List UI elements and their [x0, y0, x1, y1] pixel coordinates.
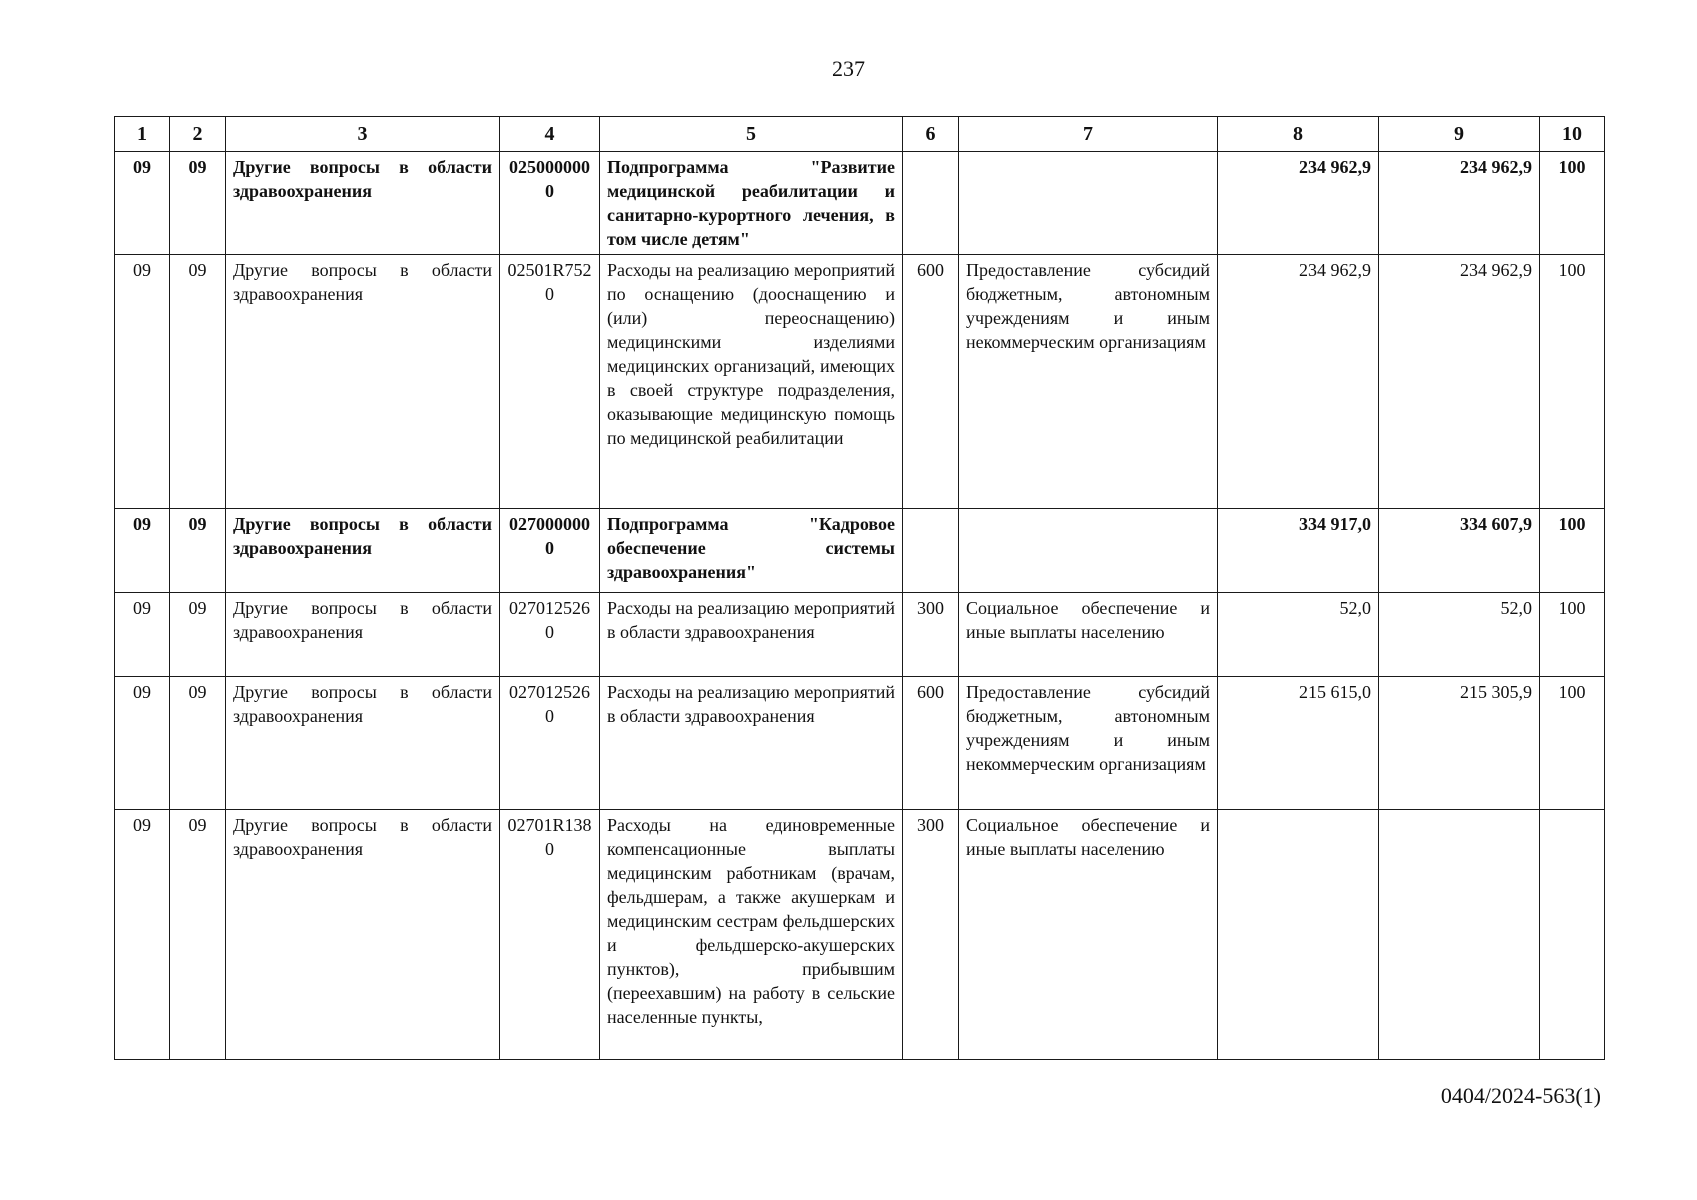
- column-header: 1: [115, 117, 170, 152]
- planned-amount: [1218, 810, 1379, 1060]
- target-article-code: 0270000000: [500, 509, 600, 593]
- table-row: [115, 677, 1605, 810]
- expense-type-name: Предоставление субсидий бюджетным, автономным учреждениям и иным некоммерческим организациям: [959, 255, 1218, 509]
- column-header: 9: [1379, 117, 1540, 152]
- expense-type-name: [959, 509, 1218, 593]
- section-code: 09: [115, 152, 170, 255]
- table-row: [115, 810, 1605, 1060]
- article-name: Расходы на реализацию мероприятий в области здравоохранения: [600, 593, 903, 677]
- target-article-code: 02701R1380: [500, 810, 600, 1060]
- executed-amount: 234 962,9: [1379, 255, 1540, 509]
- expense-type-code: 300: [903, 810, 959, 1060]
- execution-percent: 100: [1540, 677, 1605, 810]
- column-header: 10: [1540, 117, 1605, 152]
- target-article-code: 0270125260: [500, 677, 600, 810]
- section-code: 09: [115, 810, 170, 1060]
- target-article-code: 02501R7520: [500, 255, 600, 509]
- executed-amount: 234 962,9: [1379, 152, 1540, 255]
- executed-amount: 334 607,9: [1379, 509, 1540, 593]
- subsection-code: 09: [170, 810, 226, 1060]
- execution-percent: [1540, 810, 1605, 1060]
- expense-type-name: Социальное обеспечение и иные выплаты населению: [959, 810, 1218, 1060]
- article-name: Расходы на реализацию мероприятий в области здравоохранения: [600, 677, 903, 810]
- article-name: Подпрограмма "Кадровое обеспечение системы здравоохранения": [600, 509, 903, 593]
- table-row: [115, 593, 1605, 677]
- section-name: Другие вопросы в области здравоохранения: [226, 255, 500, 509]
- column-header: 3: [226, 117, 500, 152]
- column-header: 8: [1218, 117, 1379, 152]
- column-header: 5: [600, 117, 903, 152]
- section-code: 09: [115, 677, 170, 810]
- section-name: Другие вопросы в области здравоохранения: [226, 152, 500, 255]
- section-code: 09: [115, 509, 170, 593]
- executed-amount: 52,0: [1379, 593, 1540, 677]
- column-header: 4: [500, 117, 600, 152]
- executed-amount: [1379, 810, 1540, 1060]
- expense-type-code: 600: [903, 677, 959, 810]
- section-name: Другие вопросы в области здравоохранения: [226, 810, 500, 1060]
- section-code: 09: [115, 593, 170, 677]
- section-code: 09: [115, 255, 170, 509]
- expense-type-name: Предоставление субсидий бюджетным, автономным учреждениям и иным некоммерческим организациям: [959, 677, 1218, 810]
- column-header: 6: [903, 117, 959, 152]
- planned-amount: 234 962,9: [1218, 255, 1379, 509]
- subsection-code: 09: [170, 677, 226, 810]
- target-article-code: 0250000000: [500, 152, 600, 255]
- subsection-code: 09: [170, 509, 226, 593]
- execution-percent: 100: [1540, 593, 1605, 677]
- execution-percent: 100: [1540, 255, 1605, 509]
- planned-amount: 52,0: [1218, 593, 1379, 677]
- section-name: Другие вопросы в области здравоохранения: [226, 593, 500, 677]
- execution-percent: 100: [1540, 509, 1605, 593]
- article-name: Расходы на единовременные компенсационные выплаты медицинским работникам (врачам, фельдшерам, а также акушеркам и медицинским сестрам фельдшерских и фельдшерско-акушерских пунктов), прибывшим (переехавшим) на работу в сельские населенные пункты,: [600, 810, 903, 1060]
- section-name: Другие вопросы в области здравоохранения: [226, 509, 500, 593]
- subsection-code: 09: [170, 593, 226, 677]
- column-header: 7: [959, 117, 1218, 152]
- executed-amount: 215 305,9: [1379, 677, 1540, 810]
- expense-type-name: [959, 152, 1218, 255]
- planned-amount: 215 615,0: [1218, 677, 1379, 810]
- article-name: Расходы на реализацию мероприятий по оснащению (дооснащению и (или) переоснащению) медицинскими изделиями медицинских организаций, имеющих в своей структуре подразделения, оказывающие медицинскую помощь по медицинской реабилитации: [600, 255, 903, 509]
- table-row: [115, 255, 1605, 509]
- subsection-code: 09: [170, 152, 226, 255]
- planned-amount: 334 917,0: [1218, 509, 1379, 593]
- table-row: [115, 509, 1605, 593]
- budget-table: [114, 116, 1605, 1060]
- table-header-row: [115, 117, 1605, 152]
- table-row: [115, 152, 1605, 255]
- target-article-code: 0270125260: [500, 593, 600, 677]
- expense-type-code: [903, 152, 959, 255]
- column-header: 2: [170, 117, 226, 152]
- expense-type-code: [903, 509, 959, 593]
- expense-type-code: 300: [903, 593, 959, 677]
- expense-type-name: Социальное обеспечение и иные выплаты населению: [959, 593, 1218, 677]
- section-name: Другие вопросы в области здравоохранения: [226, 677, 500, 810]
- subsection-code: 09: [170, 255, 226, 509]
- page-number: 237: [832, 56, 865, 81]
- planned-amount: 234 962,9: [1218, 152, 1379, 255]
- execution-percent: 100: [1540, 152, 1605, 255]
- expense-type-code: 600: [903, 255, 959, 509]
- article-name: Подпрограмма "Развитие медицинской реабилитации и санитарно-курортного лечения, в том числе детям": [600, 152, 903, 255]
- document-code: 0404/2024-563(1): [1440, 1083, 1601, 1108]
